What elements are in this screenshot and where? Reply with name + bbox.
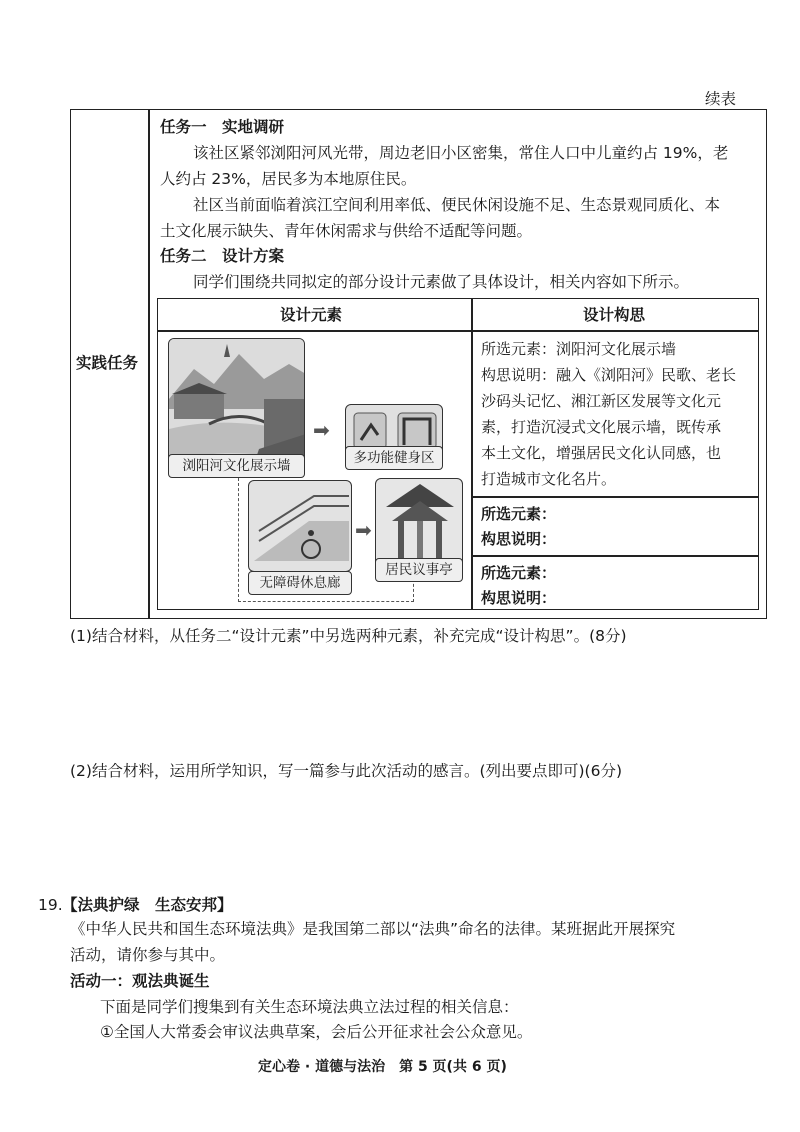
concept1-desc-5: 打造城市文化名片。 [481,470,617,488]
element-corridor-caption: 无障碍休息廊 [248,571,352,595]
task1-para2-line2: 土文化展示缺失、青年休闲需求与供给不适配等问题。 [160,222,533,240]
corridor-image [248,480,352,572]
col-elements-header: 设计元素 [280,306,343,324]
table-divider [148,109,150,619]
concept1-desc-2: 沙码头记忆、湘江新区发展等文化元 [481,392,722,410]
activity1-item1: ①全国人大常委会审议法典草案，会后公开征求社会公众意见。 [100,1023,533,1041]
q19-title: 【法典护绿 生态安邦】 [62,896,233,914]
element-fitness-caption: 多功能健身区 [345,446,443,470]
concept2-selected: 所选元素： [481,505,557,523]
pavilion-icon [376,479,463,570]
q19-intro-line1: 《中华人民共和国生态环境法典》是我国第二部以“法典”命名的法律。某班据此开展探究 [70,920,676,938]
concept1-desc-4: 本土文化，增强居民文化认同感，也 [481,444,722,462]
task1-para1-line2: 人约占 23%，居民多为本地原住民。 [160,170,417,188]
task1-para2-line1: 社区当前面临着滨江空间利用率低、便民休闲设施不足、生态景观同质化、本 [193,196,721,214]
question-2: (2)结合材料，运用所学知识，写一篇参与此次活动的感言。(列出要点即可)(6分) [70,762,623,780]
question-1: (1)结合材料，从任务二“设计元素”中另选两种元素，补充完成“设计构思”。(8分) [70,627,627,645]
design-table-row-line-2 [471,555,759,557]
task1-para1-line1: 该社区紧邻浏阳河风光带，周边老旧小区密集，常住人口中儿童约占 19%，老 [193,144,729,162]
continued-label: 续表 [705,90,737,108]
design-table-header-line [157,330,759,332]
q19-number: 19. [38,896,63,914]
q19-intro-line2: 活动，请你参与其中。 [70,946,226,964]
arrow-right-icon-2: ➡ [355,518,372,542]
element-wall-caption: 浏阳河文化展示墙 [168,454,305,478]
design-table-row-line-1 [471,496,759,498]
activity1-heading: 活动一：观法典诞生 [70,972,210,990]
col-concept-header: 设计构思 [583,306,646,324]
task2-heading: 任务二 设计方案 [160,247,285,265]
concept3-selected: 所选元素： [481,564,557,582]
concept3-desc: 构思说明： [481,589,557,607]
activity1-text: 下面是同学们搜集到有关生态环境法典立法过程的相关信息： [100,998,519,1016]
accessible-ramp-icon [249,481,352,572]
design-table-vdivider [471,298,473,610]
row-label: 实践任务 [76,354,139,372]
concept1-selected: 所选元素：浏阳河文化展示墙 [481,340,677,358]
concept1-desc-1: 构思说明：融入《浏阳河》民歌、老长 [481,366,737,384]
concept1-desc-3: 素，打造沉浸式文化展示墙，既传承 [481,418,722,436]
task2-intro: 同学们围绕共同拟定的部分设计元素做了具体设计，相关内容如下所示。 [193,273,690,291]
concept2-desc: 构思说明： [481,530,557,548]
page-footer: 定心卷 · 道德与法治 第 5 页(共 6 页) [258,1059,507,1075]
arrow-right-icon: ➡ [313,418,330,442]
pavilion-image [375,478,463,570]
element-pavilion-caption: 居民议事亭 [375,558,463,582]
task1-heading: 任务一 实地调研 [160,118,285,136]
